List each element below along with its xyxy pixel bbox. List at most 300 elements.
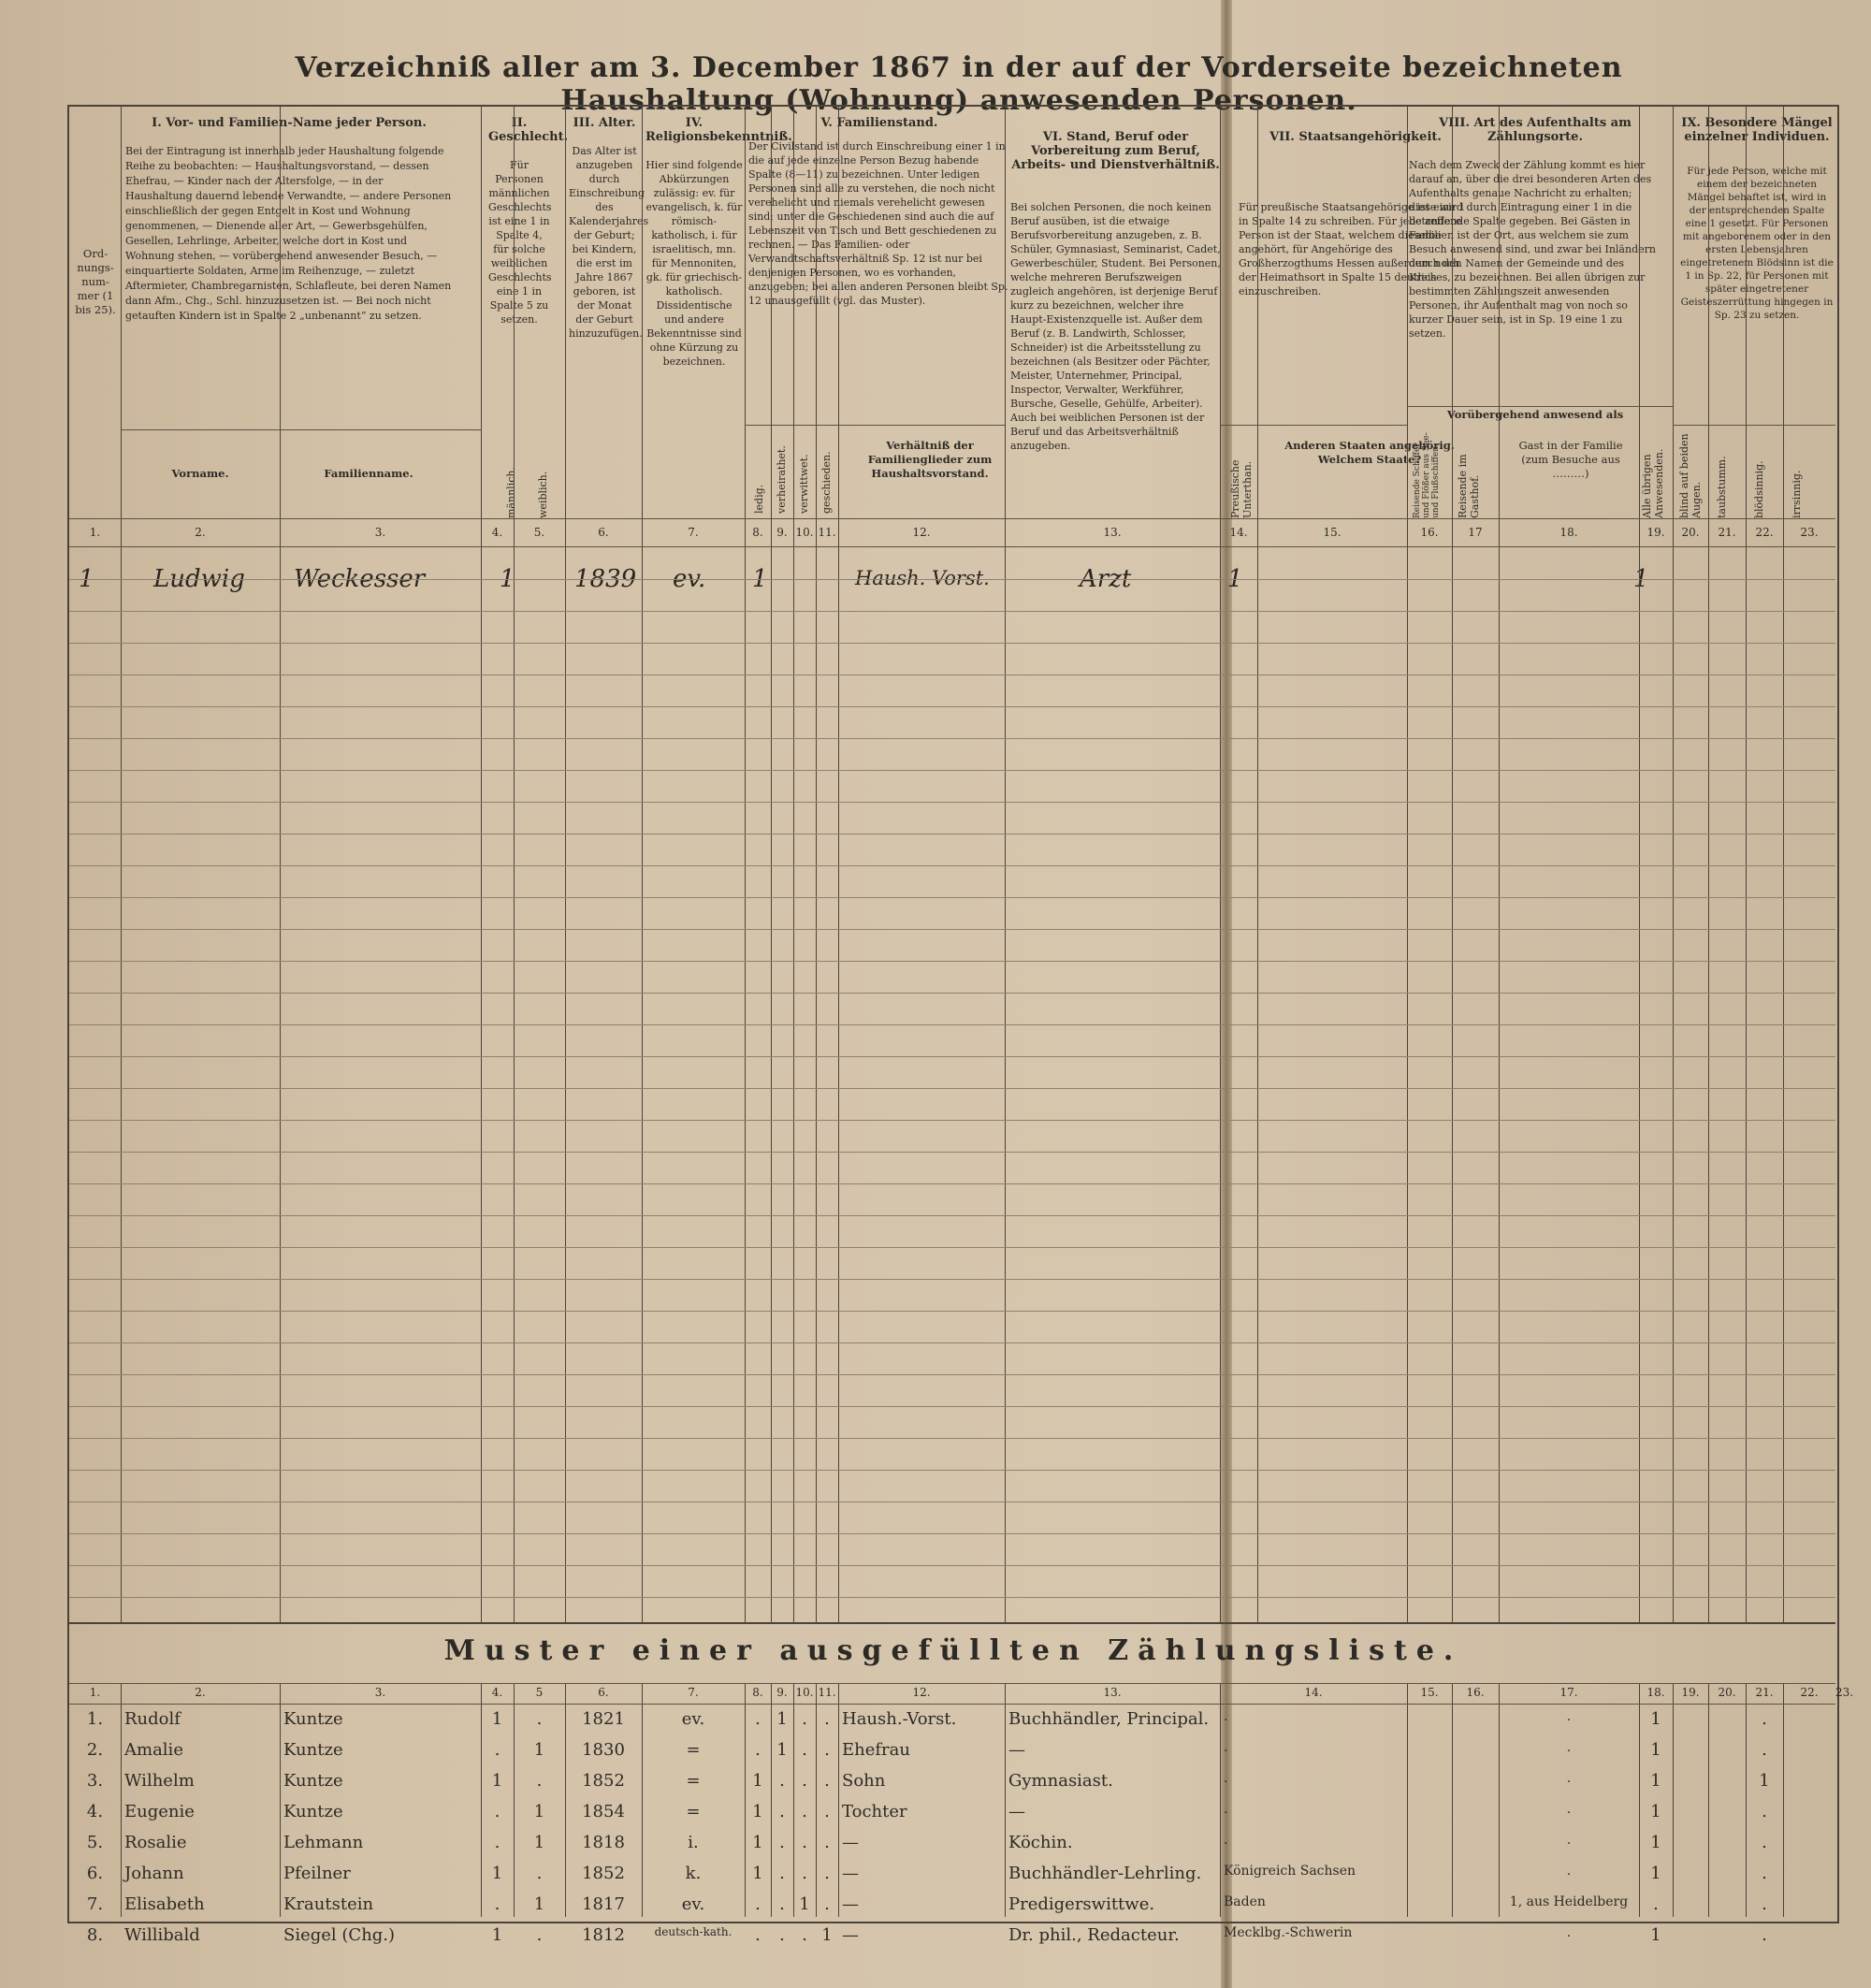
muster-cell-jahr: 1852: [582, 1864, 625, 1883]
header-col3-title: III. Alter.: [573, 116, 636, 130]
muster-cell-w: 1: [533, 1802, 545, 1821]
muster-cell-g: .: [824, 1771, 830, 1791]
entry-familienname: Weckesser: [294, 565, 426, 593]
header-col9-text: Für jede Person, welche mit einem der bezeichneten Mängel behaftet ist, wird in der entsprechenden Spalte eine 1 gesetzt. Für Personen mit angeborenem oder in den ersten Lebensjahren eingetretenem Blödsinn ist die 1 in Sp. 22, für Personen mit später eingetretener Geisteszerrüttung hingegen in Sp. 23 zu setzen.: [1680, 166, 1834, 321]
muster-cell-g: .: [824, 1802, 830, 1821]
header-c18: Gast in der Familie (zum Besuche aus ………): [1518, 439, 1623, 480]
rule-line: [69, 579, 1835, 580]
muster-cell-l: .: [755, 1925, 761, 1945]
rule-line: [1499, 1683, 1500, 1917]
column-number: 20.: [1681, 526, 1700, 539]
muster-cell-staat: .: [1224, 1833, 1228, 1848]
muster-cell-verh: —: [842, 1864, 859, 1883]
muster-column-number: 8.: [752, 1686, 763, 1699]
header-col5-title: V. Familienstand.: [820, 116, 938, 130]
header-maennlich: männlich.: [505, 467, 517, 518]
rule-line: [69, 611, 1835, 612]
rule-line: [745, 107, 746, 1622]
muster-cell-staat: Königreich Sachsen: [1224, 1864, 1356, 1879]
header-anderen-staaten: Anderen Staaten angehörig. Welchem Staate?: [1284, 439, 1455, 466]
muster-cell-nr: 6.: [86, 1864, 104, 1883]
muster-cell-vh: .: [779, 1864, 785, 1883]
muster-column-number: 17.: [1559, 1686, 1578, 1699]
muster-cell-nr: 4.: [86, 1802, 104, 1821]
muster-cell-m: .: [494, 1802, 500, 1821]
muster-cell-vorname: Rudolf: [124, 1709, 181, 1729]
muster-cell-jahr: 1852: [582, 1771, 625, 1791]
muster-cell-g: .: [824, 1894, 830, 1914]
muster-column-number: 19.: [1681, 1686, 1700, 1699]
column-number: 9.: [776, 526, 788, 539]
muster-cell-c18: .: [1566, 1833, 1572, 1848]
muster-cell-verh: —: [842, 1894, 859, 1914]
header-c20: blind auf beiden Augen.: [1678, 433, 1703, 518]
rule-line: [1452, 1683, 1453, 1917]
column-number: 4.: [491, 526, 503, 539]
header-col7-text: Für preußische Staatsangehörige ist eine 1 in Spalte 14 zu schreiben. Für jede andere Person ist der Staat, welchem dieselbe angehört, für Angehörige des Großherzogthums Hessen außerdem noch der Heimathsort in Spalte 15 deutlich einzuschreiben.: [1239, 201, 1466, 297]
rule-line: [69, 706, 1835, 707]
header-c16: Reisende Schiffer und Flößer aus See- und Flußschiffen.: [1413, 432, 1441, 518]
rule-line: [69, 1622, 1835, 1624]
rule-line: [514, 107, 515, 1622]
muster-cell-jahr: 1817: [582, 1894, 625, 1914]
header-col4-title: IV. Religionsbekenntniß.: [645, 116, 792, 144]
muster-column-number: 14.: [1304, 1686, 1323, 1699]
rule-line: [1673, 1683, 1674, 1917]
muster-column-number: 11.: [818, 1686, 836, 1699]
header-verwittwet: verwittwet.: [798, 454, 810, 514]
muster-cell-c18: .: [1566, 1771, 1572, 1786]
muster-column-number: 15.: [1420, 1686, 1439, 1699]
entry-preussisch: 1: [1227, 565, 1243, 593]
rule-line: [1673, 107, 1674, 1622]
muster-cell-beruf: Predigerswittwe.: [1008, 1894, 1155, 1914]
muster-cell-rel: ev.: [681, 1894, 705, 1914]
muster-column-number: 10.: [795, 1686, 814, 1699]
muster-column-number: 1.: [89, 1686, 101, 1699]
muster-cell-vorname: Rosalie: [124, 1833, 187, 1852]
muster-cell-beruf: Buchhändler-Lehrling.: [1008, 1864, 1202, 1883]
muster-cell-vw: .: [802, 1740, 807, 1760]
rule-line: [69, 802, 1835, 803]
header-c21: taubstumm.: [1716, 456, 1728, 518]
rule-line: [771, 1683, 772, 1917]
rule-line: [69, 1683, 1835, 1684]
muster-cell-verh: Ehefrau: [842, 1740, 910, 1760]
rule-line: [69, 865, 1835, 866]
muster-column-number: 16.: [1466, 1686, 1485, 1699]
header-c19: Alle übrigen Anwesenden.: [1641, 448, 1665, 518]
muster-cell-w: 1: [533, 1740, 545, 1760]
rule-line: [280, 1683, 281, 1917]
column-number: 15.: [1323, 526, 1342, 539]
muster-cell-l: .: [755, 1894, 761, 1914]
muster-cell-l: 1: [752, 1771, 763, 1791]
muster-cell-m: .: [494, 1894, 500, 1914]
header-ledig: ledig.: [753, 484, 765, 514]
muster-cell-c18: .: [1566, 1864, 1572, 1879]
entry-religion: ev.: [673, 565, 706, 593]
muster-column-number: 4.: [491, 1686, 503, 1699]
muster-cell-c18: 1, aus Heidelberg: [1509, 1894, 1629, 1909]
muster-cell-l: 1: [752, 1864, 763, 1883]
rule-line: [69, 1088, 1835, 1089]
header-c17: Reisende im Gasthof.: [1457, 454, 1481, 518]
muster-cell-c19: 1: [1650, 1864, 1661, 1883]
muster-cell-w: 1: [533, 1894, 545, 1914]
muster-cell-rel: ev.: [681, 1709, 705, 1729]
column-number: 18.: [1559, 526, 1578, 539]
muster-cell-c22: .: [1762, 1864, 1767, 1883]
rule-line: [69, 1438, 1835, 1439]
column-number: 17: [1468, 526, 1483, 539]
muster-cell-c18: .: [1566, 1709, 1572, 1724]
header-c22: blödsinnig.: [1753, 460, 1765, 518]
muster-cell-name: Kuntze: [283, 1802, 343, 1821]
muster-cell-jahr: 1830: [582, 1740, 625, 1760]
muster-column-number: 6.: [598, 1686, 609, 1699]
header-vorname: Vorname.: [171, 467, 229, 480]
column-number: 7.: [688, 526, 699, 539]
rule-line: [745, 1683, 746, 1917]
header-col6-title: VI. Stand, Beruf oder Vorbereitung zum Beruf, Arbeits- und Dienstverhältniß.: [1011, 130, 1220, 172]
muster-cell-vh: 1: [776, 1740, 788, 1760]
muster-cell-c19: 1: [1650, 1771, 1661, 1791]
muster-cell-nr: 3.: [86, 1771, 104, 1791]
muster-cell-nr: 5.: [86, 1833, 104, 1852]
muster-cell-beruf: Gymnasiast.: [1008, 1771, 1113, 1791]
muster-cell-g: .: [824, 1740, 830, 1760]
column-number: 22.: [1755, 526, 1774, 539]
rule-line: [1005, 107, 1006, 1622]
muster-cell-nr: 2.: [86, 1740, 104, 1760]
muster-cell-g: .: [824, 1709, 830, 1729]
rule-line: [69, 1470, 1835, 1471]
header-col2-text: Für Personen männlichen Geschlechts ist eine 1 in Spalte 4, für solche weiblichen Geschlechts eine 1 in Spalte 5 zu setzen.: [488, 159, 552, 326]
header-col7-title: VII. Staatsangehörigkeit.: [1269, 130, 1442, 144]
muster-cell-vw: .: [802, 1802, 807, 1821]
muster-cell-vw: .: [802, 1771, 807, 1791]
rule-line: [69, 1311, 1835, 1312]
rule-line: [1407, 406, 1673, 407]
rule-line: [1639, 1683, 1640, 1917]
rule-line: [69, 961, 1835, 962]
muster-column-number: 9.: [776, 1686, 788, 1699]
muster-cell-vw: .: [802, 1709, 807, 1729]
muster-cell-rel: i.: [688, 1833, 699, 1852]
muster-column-number: 18.: [1646, 1686, 1665, 1699]
muster-cell-name: Lehmann: [283, 1833, 364, 1852]
muster-cell-vorname: Wilhelm: [124, 1771, 195, 1791]
rule-line: [69, 1024, 1835, 1025]
muster-cell-m: 1: [491, 1709, 503, 1729]
muster-cell-jahr: 1821: [582, 1709, 625, 1729]
muster-cell-vh: .: [779, 1802, 785, 1821]
muster-cell-vh: .: [779, 1771, 785, 1791]
column-number: 23.: [1800, 526, 1819, 539]
muster-cell-c22: .: [1762, 1894, 1767, 1914]
muster-cell-vw: 1: [799, 1894, 810, 1914]
column-number: 21.: [1718, 526, 1736, 539]
muster-cell-w: .: [536, 1925, 543, 1945]
muster-cell-name: Kuntze: [283, 1740, 343, 1760]
muster-column-number: 2.: [195, 1686, 206, 1699]
muster-cell-c18: .: [1566, 1802, 1572, 1817]
rule-line: [565, 1683, 566, 1917]
muster-cell-name: Krautstein: [283, 1894, 374, 1914]
muster-cell-staat: .: [1224, 1709, 1228, 1724]
column-number: 13.: [1103, 526, 1122, 539]
rule-line: [69, 1374, 1835, 1375]
rule-line: [69, 1183, 1835, 1184]
rule-line: [69, 770, 1835, 771]
header-preussische: Preußische Unterthan.: [1229, 459, 1254, 518]
column-number: 1.: [89, 526, 101, 539]
muster-cell-w: .: [536, 1709, 543, 1729]
rule-line: [1407, 107, 1408, 1622]
entry-beruf: Arzt: [1080, 565, 1132, 593]
census-form: Ord-nungs-num-mer (1 bis 25). I. Vor- und Familien-Name jeder Person. Bei der Eintragung ist innerhalb jeder Haushaltung folgende Reihe zu beobachten: — Haushaltungsvorstand, — dessen Ehefrau, — Kinder nach der Altersfolge, — in der Haushaltung dauernd lebende Verwandte, — andere Personen einschließlich der gegen Entgelt in Kost und Wohnung genommenen, — Dienende aller Art, — Gewerbsgehülfen, Gesellen, Lehrlinge, Arbeiter, welche dort in Kost und Wohnung stehen, — vorübergehend anwesender Besuch, — einquartierte Soldaten, Arme im Reihenzuge, — zuletzt Aftermieter, Chambregarnisten, Schlafleute, bei deren Namen dann Afm., Chg., Schl. hinzuzusetzen ist. — Bei noch nicht getauften Kindern ist in Spalte 2 „unbenannt“ zu setzen. Vorname. Familienname. II. Geschlecht. Für Personen männlichen Geschlechts ist eine 1 in Spalte 4, für solche weiblichen Geschlechts eine 1 in Spalte 5 zu setzen. männlich. weiblich. III. Alter. Das Alter ist anzugeben durch Einschreibung des Kalenderjahres der Geburt; bei Kindern, die erst im Jahre 1867 geboren, ist der Monat der Geburt hinzuzufügen. IV. Religionsbekenntniß. Hier sind folgende Abkürzungen zulässig: ev. für evangelisch, k. für römisch-katholisch, i. für israelitisch, mn. für Mennoniten, gk. für griechisch-katholisch. Dissidentische und andere Bekenntnisse sind ohne Kürzung zu bezeichnen. V. Familienstand. Der Civilstand ist durch Einschreibung einer 1 in die auf jede einzelne Person Bezug habende Spalte (8—11) zu bezeichnen. Unter ledigen Personen sind alle zu verstehen, die noch nicht verehelicht und niemals verehelicht gewesen sind; unter die Geschiedenen sind auch die auf Lebenszeit von Tisch und Bett geschiedenen zu rechnen. — Das Familien- oder Verwandtschaftsverhältniß Sp. 12 ist nur bei denjenigen Personen, wo es vorhanden, anzugeben; bei allen anderen Personen bleibt Sp. 12 unausgefüllt (vgl. das Muster). ledig. verheirathet. verwittwet. geschieden. Verhältniß der Familienglieder zum Haushaltsvorstand. VI. Stand, Beruf oder Vorbereitung zum Beruf, Arbeits- und Dienstverhältniß. Bei solchen Personen, die noch keinen Beruf ausüben, ist die etwaige Berufsvorbereitung anzugeben, z. B. Schüler, Gymnasiast, Seminarist, Cadet, Gewerbeschüler, Student. Bei Personen, welche mehreren Berufszweigen zugleich angehören, ist derjenige Beruf kurz zu bezeichnen, welcher ihre Haupt-Existenzquelle ist. Außer dem Beruf (z. B. Landwirth, Schlosser, Schneider) ist die Arbeitsstellung zu bezeichnen (als Besitzer oder Pächter, Meister, Unternehmer, Principal, Inspector, Verwalter, Werkführer, Bursche, Geselle, Gehülfe, Arbeiter). Auch bei weiblichen Personen ist der Beruf und das Arbeitsverhältniß anzugeben. VII. Staatsangehörigkeit. Für preußische Staatsangehörige ist eine 1 in Spalte 14 zu schreiben. Für jede andere Person ist der Staat, welchem dieselbe angehört, für Angehörige des Großherzogthums Hessen außerdem noch der Heimathsort in Spalte 15 deutlich einzuschreiben. Preußische Unterthan. Anderen Staaten angehörig. Welchem Staate? VIII. Art des Aufenthalts am Zählungsorte. Nach dem Zweck der Zählung kommt es hier darauf an, über die drei besonderen Arten des Aufenthalts genaue Nachricht zu erhalten; diese wird durch Eintragung einer 1 in die betreffende Spalte gegeben. Bei Gästen in Familien ist der Ort, aus welchem sie zum Besuch anwesend sind, und zwar bei Inländern durch den Namen der Gemeinde und des Kreises, zu bezeichnen. Bei allen übrigen zur bestimmten Zählungszeit anwesenden Personen, ihr Aufenthalt mag von noch so kurzer Dauer sein, ist in Sp. 19 eine 1 zu setzen. Vorübergehend anwesend als Reisende Schiffer und Flößer aus See- und Flußschiffen. Reisende im Gasthof. Gast in der Familie (zum Besuche aus ………) Alle übrigen Anwesenden. IX. Besondere Mängel einzelner Individuen. Für jede Person, welche mit einem der bezeichneten Mängel behaftet ist, wird in der entsprechenden Spalte eine 1 gesetzt. Für Personen mit angeborenem oder in den ersten Lebensjahren eingetretenem Blödsinn ist die 1 in Sp. 22, für Personen mit später eingetretener Geisteszerrüttung hingegen in Sp. 23 zu setzen. blind auf beiden Augen. taubstumm. blödsinnig. irrsinnig. 1. 2. 3. 4. 5. 6. 7. 8. 9. 10. 11. 12. 13. 14. 15. 16. 17 18. 19. 20. 21. 22. 23. 1 Ludwig Weckesser 1 1839 ev. 1 Haush. Vorst. Arzt 1 1 Muster einer ausgefüllten Zählungsliste. 1. 2. 3. 4. 5 6. 7. 8. 9. 10. 11. 12. 13. 14. 15. 16. 17. 18. 19. 20. 21. 22. 23. 1. Rudolf Kuntze 1 . 1821 ev. . 1 . . Haush.-Vorst. Buchhändler, Principal. . . 1 . 2. Amalie Kuntze . 1 1830 = . 1 . . Ehefrau — . . 1 . 3. Wilhelm Kuntze 1 . 1852 = 1 . . . Sohn Gymnasiast. . . 1 1 4. Eugenie Kuntze . 1 1854 = 1 . . . Tochter — . . 1 . 5. Rosalie Lehmann . 1 1818 i. 1 . . . — Köchin. . . 1 . 6. Johann Pfeilner 1 . 1852 k. 1 . . . — Buchhändler-Lehrling. Königreich Sachsen . 1 . 7. Elisabeth Krautstein . 1 1817 ev. . . 1 . — Predigerswittwe. Baden 1, aus Heidelberg . . 8. Willibald Siegel (Chg.) 1 . 1812 deutsch-kath. . . . 1 — Dr. phil., Redacteur. Mecklbg.-Schwerin . 1 .: [67, 105, 1839, 1923]
column-number: 2.: [195, 526, 206, 539]
muster-cell-l: 1: [752, 1833, 763, 1852]
rule-line: [816, 107, 817, 1622]
header-col5-text: Der Civilstand ist durch Einschreibung einer 1 in die auf jede einzelne Person Bezug habende Spalte (8—11) zu bezeichnen. Unter ledigen Personen sind alle zu verstehen, die noch nicht verehelicht und niemals verehelicht gewesen sind; unter die Geschiedenen sind auch die auf Lebenszeit von Tisch und Bett geschiedenen zu rechnen. — Das Familien- oder Verwandtschaftsverhältniß Sp. 12 ist nur bei denjenigen Personen, wo es vorhanden, anzugeben; bei allen anderen Personen bleibt Sp. 12 unausgefüllt (vgl. das Muster).: [748, 140, 1008, 307]
muster-cell-m: .: [494, 1833, 500, 1852]
muster-cell-beruf: Buchhändler, Principal.: [1008, 1709, 1210, 1729]
muster-cell-w: 1: [533, 1833, 545, 1852]
muster-cell-name: Kuntze: [283, 1709, 343, 1729]
column-number: 16.: [1420, 526, 1439, 539]
rule-line: [69, 1597, 1835, 1598]
entry-maennlich: 1: [500, 565, 515, 593]
muster-cell-l: .: [755, 1709, 761, 1729]
muster-column-number: 22.: [1800, 1686, 1819, 1699]
rule-line: [838, 107, 839, 1622]
muster-cell-verh: Sohn: [842, 1771, 886, 1791]
rule-line: [1746, 107, 1747, 1622]
muster-cell-verh: —: [842, 1925, 859, 1945]
muster-cell-c19: 1: [1650, 1833, 1661, 1852]
muster-cell-vw: .: [802, 1864, 807, 1883]
muster-cell-c18: .: [1566, 1740, 1572, 1755]
rule-line: [1673, 425, 1835, 426]
muster-cell-jahr: 1818: [582, 1833, 625, 1852]
header-col8-text: Nach dem Zweck der Zählung kommt es hier darauf an, über die drei besonderen Arten des Aufenthalts genaue Nachricht zu erhalten; diese wird durch Eintragung einer 1 in die betreffende Spalte gegeben. Bei Gästen in Familien ist der Ort, aus welchem sie zum Besuch anwesend sind, und zwar bei Inländern durch den Namen der Gemeinde und des Kreises, zu bezeichnen. Bei allen übrigen zur bestimmten Zählungszeit anwesenden Personen, ihr Aufenthalt mag von noch so kurzer Dauer sein, ist in Sp. 19 eine 1 zu setzen.: [1409, 159, 1656, 340]
rule-line: [481, 1683, 482, 1917]
muster-cell-c22: .: [1762, 1740, 1767, 1760]
column-number: 8.: [752, 526, 763, 539]
header-verhaeltniss: Verhältniß der Familienglieder zum Haushaltsvorstand.: [867, 439, 993, 480]
muster-cell-c19: 1: [1650, 1802, 1661, 1821]
muster-cell-name: Siegel (Chg.): [283, 1925, 396, 1945]
muster-cell-l: .: [755, 1740, 761, 1760]
entry-verhaeltniss: Haush. Vorst.: [855, 567, 990, 589]
muster-cell-vh: 1: [776, 1709, 788, 1729]
muster-cell-w: .: [536, 1864, 543, 1883]
muster-cell-g: 1: [821, 1925, 833, 1945]
rule-line: [69, 1247, 1835, 1248]
header-col1-text: Bei der Eintragung ist innerhalb jeder Haushaltung folgende Reihe zu beobachten: — Haushaltungsvorstand, — dessen Ehefrau, — Kinder nach der Altersfolge, — in der Haushaltung dauernd lebende Verwandte, — andere Personen einschließlich der gegen Entgelt in Kost und Wohnung genommenen, — Dienende aller Art, — Gewerbsgehülfen, Gesellen, Lehrlinge, Arbeiter, welche dort in Kost und Wohnung stehen, — vorübergehend anwesender Besuch, — einquartierte Soldaten, Arme im Reihenzuge, — zuletzt Aftermieter, Chambregarnisten, Schlafleute, bei deren Namen dann Afm., Chg., Schl. hinzuzusetzen ist. — Bei noch nicht getauften Kindern ist in Spalte 2 „unbenannt“ zu setzen.: [125, 145, 452, 322]
rule-line: [69, 1215, 1835, 1216]
rule-line: [1746, 1683, 1747, 1917]
header-col6-text: Bei solchen Personen, die noch keinen Beruf ausüben, ist die etwaige Berufsvorbereitung anzugeben, z. B. Schüler, Gymnasiast, Seminarist, Cadet, Gewerbeschüler, Student. Bei Personen, welche mehreren Berufszweigen zugleich angehören, ist derjenige Beruf kurz zu bezeichnen, welcher ihre Haupt-Existenzquelle ist. Außer dem Beruf (z. B. Landwirth, Schlosser, Schneider) ist die Arbeitsstellung zu bezeichnen (als Besitzer oder Pächter, Meister, Unternehmer, Principal, Inspector, Verwalter, Werkführer, Bursche, Geselle, Gehülfe, Arbeiter). Auch bei weiblichen Personen ist der Beruf und das Arbeitsverhältniß anzugeben.: [1010, 201, 1221, 452]
muster-cell-verh: Tochter: [842, 1802, 907, 1821]
muster-cell-staat: .: [1224, 1802, 1228, 1817]
rule-line: [565, 107, 566, 1622]
header-col3-text: Das Alter ist anzugeben durch Einschreibung des Kalenderjahres der Geburt; bei Kindern, die erst im Jahre 1867 geboren, ist der Monat der Geburt hinzuzufügen.: [569, 145, 649, 340]
muster-cell-m: 1: [491, 1925, 503, 1945]
rule-line: [642, 107, 643, 1622]
muster-cell-verh: —: [842, 1833, 859, 1852]
header-col4-text: Hier sind folgende Abkürzungen zulässig: ev. für evangelisch, k. für römisch-katholisch, i. für israelitisch, mn. für Mennoniten, gk. für griechisch-katholisch. Dissidentische und andere Bekenntnisse sind ohne Kürzung zu bezeichnen.: [645, 159, 743, 368]
muster-column-number: 7.: [688, 1686, 699, 1699]
rule-line: [69, 1565, 1835, 1566]
muster-cell-vw: .: [802, 1833, 807, 1852]
column-number: 5.: [533, 526, 545, 539]
muster-cell-m: 1: [491, 1771, 503, 1791]
rule-line: [69, 1533, 1835, 1534]
column-number: 11.: [818, 526, 836, 539]
header-c23: irrsinnig.: [1791, 470, 1803, 518]
header-geschieden: geschieden.: [820, 451, 833, 514]
column-number: 12.: [912, 526, 931, 539]
muster-cell-vw: .: [802, 1925, 807, 1945]
rule-line: [1639, 107, 1640, 1622]
header-ordnungsnummer: Ord-nungs-num-mer (1 bis 25).: [75, 247, 116, 316]
rule-line: [121, 429, 481, 430]
rule-line: [69, 738, 1835, 739]
rule-line: [69, 518, 1835, 519]
rule-line: [69, 1406, 1835, 1407]
muster-cell-rel: k.: [685, 1864, 702, 1883]
muster-cell-c19: .: [1653, 1894, 1659, 1914]
muster-cell-m: .: [494, 1740, 500, 1760]
muster-cell-vorname: Willibald: [124, 1925, 200, 1945]
muster-column-number: 20.: [1718, 1686, 1736, 1699]
rule-line: [793, 107, 794, 1622]
muster-column-number: 5: [535, 1686, 544, 1699]
rule-line: [1452, 107, 1453, 1622]
rule-line: [1407, 1683, 1408, 1917]
column-number: 3.: [374, 526, 386, 539]
muster-cell-rel: =: [686, 1740, 701, 1760]
muster-cell-staat: .: [1224, 1740, 1228, 1755]
muster-cell-c22: .: [1762, 1925, 1767, 1945]
muster-cell-beruf: —: [1008, 1740, 1025, 1760]
rule-line: [1708, 1683, 1709, 1917]
muster-cell-beruf: Dr. phil., Redacteur.: [1008, 1925, 1180, 1945]
header-verheirathet: verheirathet.: [776, 445, 788, 514]
rule-line: [69, 1704, 1835, 1705]
muster-cell-c18: .: [1566, 1925, 1572, 1940]
rule-line: [121, 1683, 122, 1917]
muster-cell-staat: Baden: [1224, 1894, 1266, 1909]
muster-title: Muster einer ausgefüllten Zählungsliste.: [443, 1634, 1463, 1667]
rule-line: [121, 107, 122, 1622]
muster-cell-g: .: [824, 1833, 830, 1852]
header-col9-title: IX. Besondere Mängel einzelner Individuen.: [1681, 116, 1833, 144]
muster-cell-beruf: Köchin.: [1008, 1833, 1073, 1852]
muster-cell-c19: 1: [1650, 1925, 1661, 1945]
muster-cell-rel: =: [686, 1771, 701, 1791]
header-col2-title: II. Geschlecht.: [488, 116, 569, 144]
rule-line: [1005, 1683, 1006, 1917]
muster-cell-w: .: [536, 1771, 543, 1791]
rule-line: [1708, 107, 1709, 1622]
muster-cell-nr: 8.: [86, 1925, 104, 1945]
rule-line: [1783, 107, 1784, 1622]
rule-line: [69, 1056, 1835, 1057]
header-col1-title: I. Vor- und Familien-Name jeder Person.: [152, 116, 427, 130]
column-number: 10.: [795, 526, 814, 539]
muster-cell-name: Pfeilner: [283, 1864, 351, 1883]
muster-cell-nr: 1.: [86, 1709, 104, 1729]
muster-cell-c22: 1: [1759, 1771, 1770, 1791]
muster-column-number: 21.: [1755, 1686, 1774, 1699]
muster-cell-vorname: Eugenie: [124, 1802, 195, 1821]
entry-ledig: 1: [752, 565, 768, 593]
header-familienname: Familienname.: [324, 467, 413, 480]
rule-line: [481, 107, 482, 1622]
rule-line: [1499, 107, 1500, 1622]
entry-vorname: Ludwig: [153, 565, 245, 593]
muster-cell-vorname: Johann: [124, 1864, 184, 1883]
muster-column-number: 3.: [374, 1686, 386, 1699]
muster-cell-verh: Haush.-Vorst.: [842, 1709, 957, 1729]
rule-line: [280, 107, 281, 1622]
rule-line: [69, 929, 1835, 930]
muster-cell-beruf: —: [1008, 1802, 1025, 1821]
entry-jahr: 1839: [574, 565, 637, 593]
entry-uebrige: 1: [1633, 565, 1649, 593]
header-col8-title: VIII. Art des Aufenthalts am Zählungsorte.: [1439, 116, 1632, 144]
muster-cell-rel: =: [686, 1802, 701, 1821]
muster-cell-l: 1: [752, 1802, 763, 1821]
muster-cell-vh: .: [779, 1894, 785, 1914]
muster-cell-vorname: Amalie: [124, 1740, 183, 1760]
rule-line: [1220, 107, 1221, 1622]
muster-cell-jahr: 1854: [582, 1802, 625, 1821]
rule-line: [69, 897, 1835, 898]
page-title: Verzeichniß aller am 3. December 1867 in der auf der Vorderseite bezeichneten Haushaltung (Wohnung) anwesenden Personen.: [295, 51, 1623, 117]
rule-line: [69, 1120, 1835, 1121]
header-weiblich: weiblich.: [537, 471, 549, 518]
muster-cell-c19: 1: [1650, 1740, 1661, 1760]
muster-column-number: 12.: [912, 1686, 931, 1699]
muster-cell-g: .: [824, 1864, 830, 1883]
muster-cell-rel: deutsch-kath.: [654, 1925, 732, 1938]
muster-cell-m: 1: [491, 1864, 503, 1883]
rule-line: [1783, 1683, 1784, 1917]
rule-line: [838, 1683, 839, 1917]
muster-cell-c19: 1: [1650, 1709, 1661, 1729]
rule-line: [1257, 107, 1258, 1622]
rule-line: [69, 1279, 1835, 1280]
rule-line: [793, 1683, 794, 1917]
column-number: 19.: [1646, 526, 1665, 539]
rule-line: [69, 1342, 1835, 1343]
muster-cell-vh: .: [779, 1925, 785, 1945]
rule-line: [69, 993, 1835, 994]
rule-line: [1220, 1683, 1221, 1917]
muster-cell-name: Kuntze: [283, 1771, 343, 1791]
rule-line: [1220, 425, 1407, 426]
rule-line: [745, 425, 1005, 426]
rule-line: [69, 643, 1835, 644]
entry-nr: 1: [79, 565, 94, 593]
column-number: 14.: [1229, 526, 1248, 539]
muster-cell-c22: .: [1762, 1802, 1767, 1821]
